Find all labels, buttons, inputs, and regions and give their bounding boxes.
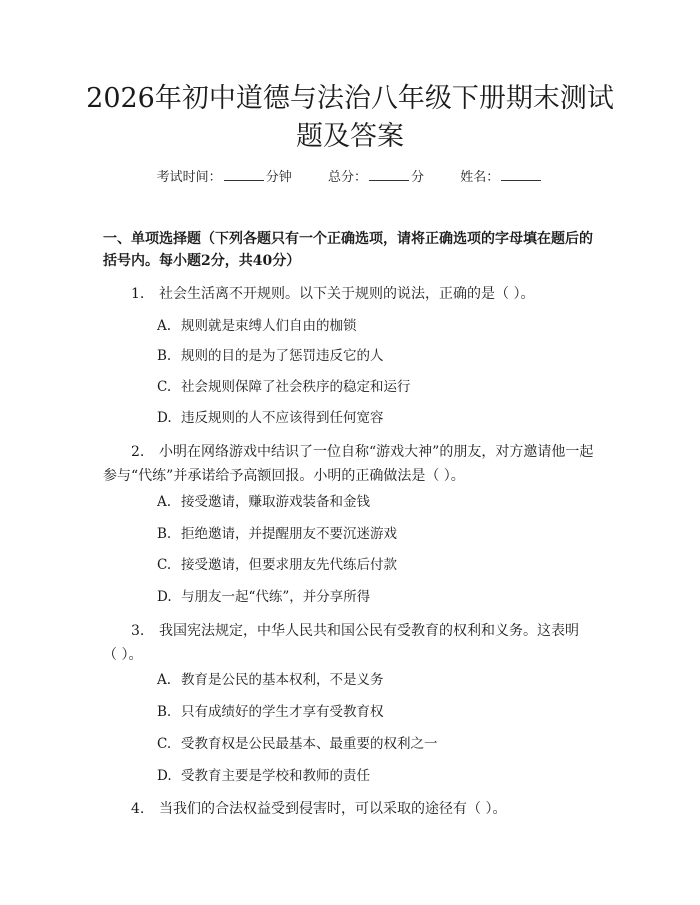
name-label: 姓名： bbox=[460, 170, 500, 185]
option-text: 与朋友一起“代练”，并分享所得 bbox=[181, 589, 371, 605]
question-number: 4. bbox=[131, 801, 145, 817]
option-text: 违反规则的人不应该得到任何宽容 bbox=[181, 410, 384, 426]
question-2-option-c bbox=[157, 555, 607, 575]
option-text: 只有成绩好的学生才享有受教育权 bbox=[181, 704, 384, 720]
question-1-option-a bbox=[157, 316, 607, 336]
score-unit: 分 bbox=[411, 170, 425, 185]
question-1-option-c bbox=[157, 377, 607, 397]
option-label: A. bbox=[157, 318, 172, 334]
question-text-line-1: 小明在网络游戏中结识了一位自称“游戏大神”的朋友，对方邀请他一起 bbox=[159, 444, 594, 460]
question-text: 当我们的合法权益受到侵害时，可以采取的途径有（ ）。 bbox=[159, 801, 507, 817]
section-heading-line-2: 括号内。每小题2分，共40分） bbox=[103, 253, 301, 269]
option-text: 接受邀请，但要求朋友先代练后付款 bbox=[181, 557, 397, 573]
title-line-2: 题及答案 bbox=[296, 121, 404, 152]
name-blank bbox=[501, 168, 541, 181]
time-blank bbox=[224, 168, 264, 181]
time-unit: 分钟 bbox=[265, 170, 292, 185]
question-number: 2. bbox=[131, 444, 145, 460]
question-2-option-a bbox=[157, 492, 607, 512]
question-text-line-2: 参与“代练”并承诺给予高额回报。小明的正确做法是（ ）。 bbox=[103, 468, 465, 484]
title-line-1: 2026年初中道德与法治八年级下册期末测试 bbox=[86, 83, 614, 114]
option-label: B. bbox=[157, 704, 172, 720]
option-label: A. bbox=[157, 672, 172, 688]
option-text: 接受邀请，赚取游戏装备和金钱 bbox=[181, 494, 370, 510]
option-text: 拒绝邀请，并提醒朋友不要沉迷游戏 bbox=[181, 526, 397, 542]
option-text: 受教育主要是学校和教师的责任 bbox=[181, 768, 370, 784]
option-text: 社会规则保障了社会秩序的稳定和运行 bbox=[181, 379, 411, 395]
question-2-option-b bbox=[157, 524, 607, 544]
time-label: 考试时间： bbox=[156, 170, 222, 185]
question-1-option-b bbox=[157, 346, 607, 366]
section-heading-line-1: 一、单项选择题（下列各题只有一个正确选项，请将正确选项的字母填在题后的 bbox=[103, 231, 593, 247]
question-2-option-d bbox=[157, 587, 607, 607]
option-label: D. bbox=[157, 589, 172, 605]
option-text: 受教育权是公民最基本、最重要的权利之一 bbox=[181, 736, 438, 752]
question-number: 1. bbox=[131, 286, 145, 302]
question-number: 3. bbox=[131, 623, 145, 639]
section-heading bbox=[103, 228, 603, 272]
question-3 bbox=[103, 619, 603, 667]
score-blank bbox=[369, 168, 409, 181]
question-1 bbox=[103, 282, 603, 306]
option-label: A. bbox=[157, 494, 172, 510]
question-3-option-a bbox=[157, 670, 607, 690]
question-text-line-1: 我国宪法规定，中华人民共和国公民有受教育的权利和义务。这表明 bbox=[159, 623, 579, 639]
question-4 bbox=[103, 797, 603, 821]
question-2 bbox=[103, 440, 603, 488]
option-label: C. bbox=[157, 379, 172, 395]
question-3-option-c bbox=[157, 734, 607, 754]
question-1-option-d bbox=[157, 408, 607, 428]
question-3-option-b bbox=[157, 702, 607, 722]
score-label: 总分： bbox=[327, 170, 367, 185]
exam-info-line bbox=[0, 168, 700, 188]
option-label: D. bbox=[157, 410, 172, 426]
option-label: B. bbox=[157, 526, 172, 542]
option-text: 教育是公民的基本权利，不是义务 bbox=[181, 672, 384, 688]
question-text: 社会生活离不开规则。以下关于规则的说法，正确的是（ ）。 bbox=[159, 286, 535, 302]
option-label: B. bbox=[157, 348, 172, 364]
option-label: C. bbox=[157, 557, 172, 573]
question-text-line-2: （ ）。 bbox=[103, 647, 143, 663]
option-label: C. bbox=[157, 736, 172, 752]
question-3-option-d bbox=[157, 766, 607, 786]
option-text: 规则的目的是为了惩罚违反它的人 bbox=[181, 348, 384, 364]
document-title bbox=[60, 80, 640, 156]
option-text: 规则就是束缚人们自由的枷锁 bbox=[181, 318, 357, 334]
option-label: D. bbox=[157, 768, 172, 784]
